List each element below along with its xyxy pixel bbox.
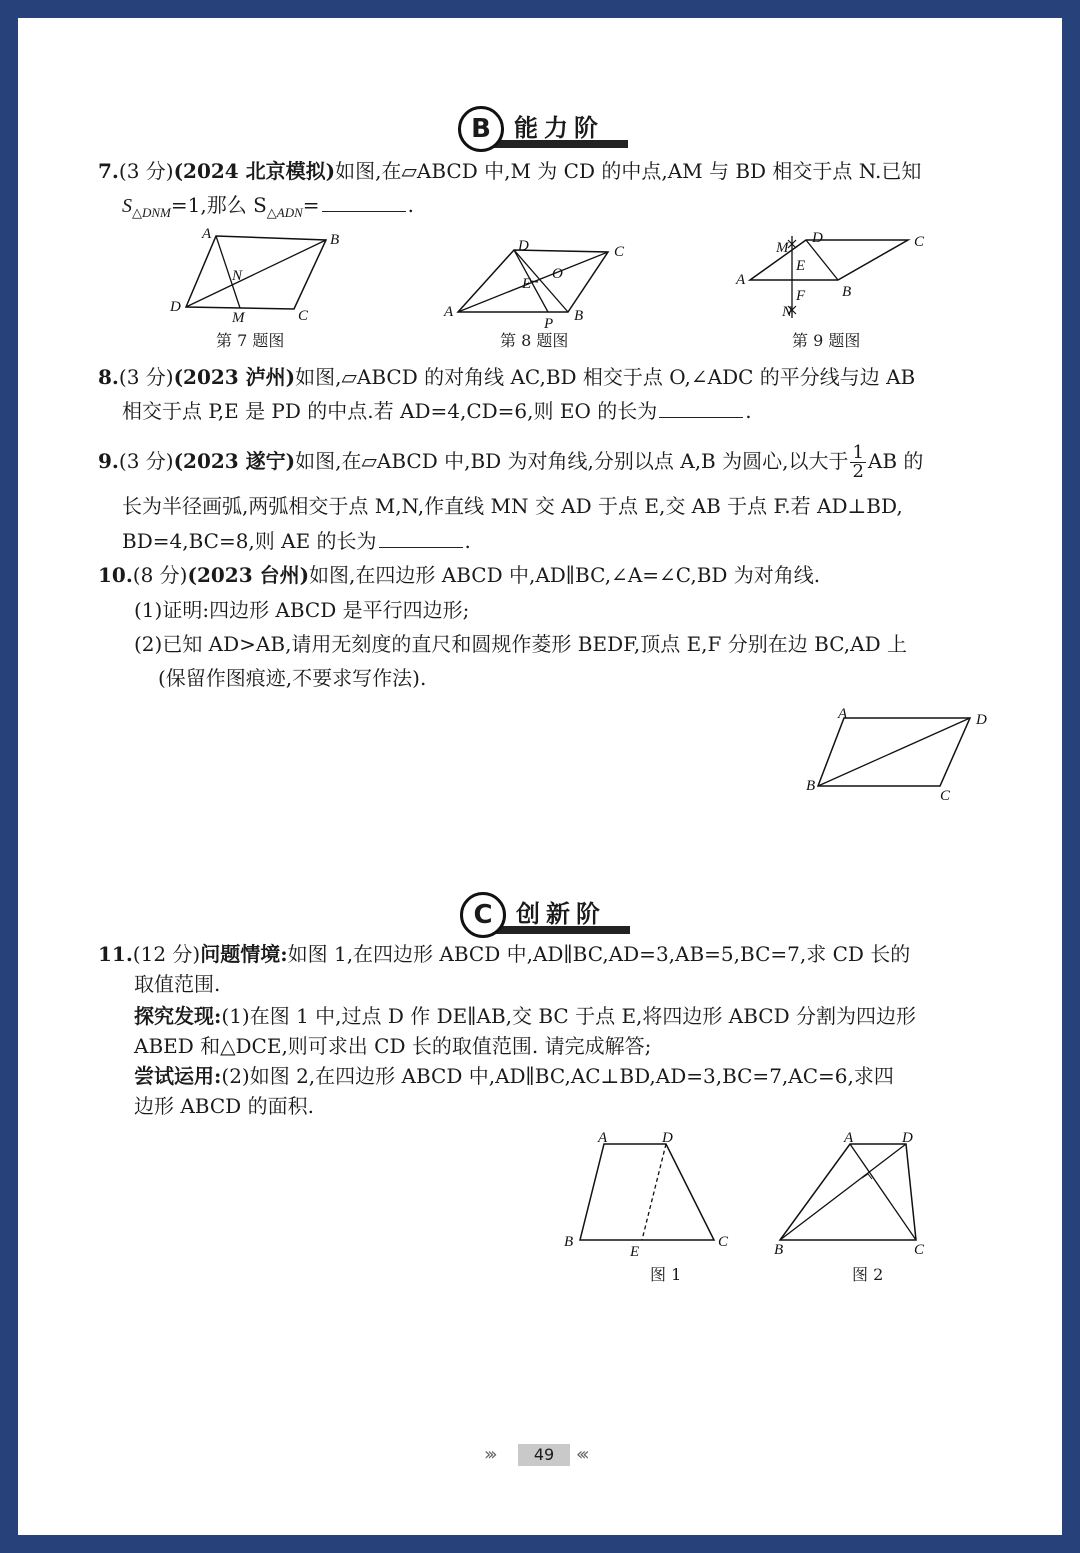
page-sheet (18, 18, 1062, 1535)
q9-source: (2023 遂宁) (173, 449, 296, 473)
fig9-label-b: B (842, 284, 852, 300)
q7-sub2: △ADN (266, 205, 303, 220)
q8-source: (2023 泸州) (173, 365, 296, 389)
fig8-label-o: O (552, 266, 563, 282)
q11-label-explore: 探究发现: (134, 1004, 222, 1028)
q8-answer-blank (659, 399, 743, 418)
fig10-label-d: D (976, 712, 987, 728)
fig7-label-b: B (330, 232, 340, 248)
q11-number: 11. (98, 942, 133, 966)
fig9-label-e: E (796, 258, 806, 274)
q7-number: 7. (98, 159, 119, 183)
q7-source: (2024 北京模拟) (173, 159, 336, 183)
figure-10 (798, 704, 1028, 804)
q7-eq: = (302, 193, 320, 217)
q10-text4: (保留作图痕迹,不要求写作法). (158, 666, 427, 690)
q11-text2: 取值范围. (134, 972, 221, 996)
figure-7 (158, 224, 358, 324)
q7-sub1: △DNM (132, 205, 171, 220)
q9-caption: 第 9 题图 (792, 331, 861, 350)
q9-frac-num: 1 (852, 442, 864, 463)
q11-score: (12 分) (132, 942, 201, 966)
q11-caption-2: 图 2 (852, 1265, 884, 1284)
q9-text1a: 如图,在▱ABCD 中,BD 为对角线,分别以点 A,B 为圆心,以大于 (295, 449, 849, 473)
fig9-label-a: A (736, 272, 746, 288)
q10-line2 (134, 596, 469, 624)
figure-11-2 (758, 1126, 938, 1256)
q8-text1: 如图,▱ABCD 的对角线 AC,BD 相交于点 O,∠ADC 的平分线与边 AB (295, 365, 916, 389)
q8-text2: 相交于点 P,E 是 PD 的中点.若 AD=4,CD=6,则 EO 的长为 (122, 399, 658, 423)
figure-11-1 (558, 1126, 738, 1256)
q9-frac-den: 2 (852, 461, 864, 482)
fig11-1-line-de (642, 1144, 666, 1240)
section-c-badge: C (460, 892, 506, 938)
fig7-label-m: M (232, 310, 245, 324)
q11-label-context: 问题情境: (200, 942, 288, 966)
q10-score: (8 分) (132, 563, 188, 587)
fig8-label-e: E (522, 276, 532, 292)
page-number: 49 (518, 1444, 570, 1466)
section-b-title: 能力阶 (514, 114, 604, 142)
q8-line2 (122, 397, 752, 425)
fig8-label-b: B (574, 308, 584, 324)
q11-text3: (1)在图 1 中,过点 D 作 DE∥AB,交 BC 于点 E,将四边形 ABCD 分割为四边形 (221, 1004, 916, 1028)
q8-period: . (745, 399, 752, 423)
q7-answer-blank (322, 193, 406, 212)
fig9-label-c: C (914, 234, 925, 250)
q9-text1b: AB 的 (867, 449, 924, 473)
q8-line1 (98, 363, 915, 391)
q10-line4 (158, 664, 426, 692)
q10-number: 10. (98, 563, 133, 587)
q10-text1: 如图,在四边形 ABCD 中,AD∥BC,∠A=∠C,BD 为对角线. (309, 563, 821, 587)
q9-number: 9. (98, 449, 119, 473)
page-left-chevrons: ››› (484, 1444, 494, 1465)
fig9-label-n: N (782, 304, 793, 320)
q11-line2 (134, 970, 220, 998)
fig7-label-a: A (202, 226, 212, 242)
fig11-2-line-bd (780, 1144, 906, 1240)
section-c-title: 创新阶 (516, 900, 606, 928)
fig9-parallelogram (750, 240, 908, 280)
figure-9 (730, 224, 930, 324)
fig11-1-label-b: B (564, 1234, 574, 1250)
fig10-label-c: C (940, 788, 951, 804)
fig11-2-trapezoid (780, 1144, 916, 1240)
section-b-header (458, 106, 658, 154)
q11-text4: ABED 和△DCE,则可求出 CD 长的取值范围. 请完成解答; (134, 1034, 652, 1058)
fig9-line-bd (806, 240, 838, 280)
q11-label-apply: 尝试运用: (134, 1064, 222, 1088)
q10-text3: (2)已知 AD>AB,请用无刻度的直尺和圆规作菱形 BEDF,顶点 E,F 分别在边 BC,AD 上 (134, 632, 907, 656)
fig10-label-a: A (838, 706, 848, 722)
q10-line3 (134, 630, 907, 658)
fig11-2-label-d: D (902, 1130, 913, 1146)
fig11-2-label-b: B (774, 1242, 784, 1256)
section-b-badge: B (458, 106, 504, 152)
q9-line3 (122, 527, 471, 555)
q9-answer-blank (379, 529, 463, 548)
q7-score: (3 分) (118, 159, 174, 183)
fig9-label-f: F (796, 288, 806, 304)
fig7-label-d: D (170, 299, 181, 315)
q9-score: (3 分) (118, 449, 174, 473)
q10-line1 (98, 561, 820, 589)
fig8-label-a: A (444, 304, 454, 320)
q11-line4 (134, 1032, 651, 1060)
fig8-label-c: C (614, 244, 625, 260)
fig9-label-m: M (776, 240, 789, 256)
q11-text6: 边形 ABCD 的面积. (134, 1094, 314, 1118)
fig9-label-d: D (812, 230, 823, 246)
q9-text2: 长为半径画弧,两弧相交于点 M,N,作直线 MN 交 AD 于点 E,交 AB 于点 F.若 AD⊥BD, (122, 494, 903, 518)
q10-source: (2023 台州) (187, 563, 310, 587)
q11-line1 (98, 940, 910, 968)
q11-line6 (134, 1092, 314, 1120)
q9-line1 (98, 444, 923, 481)
q7-line1 (98, 157, 921, 185)
q7-s1: S (122, 195, 132, 217)
q7-caption: 第 7 题图 (216, 331, 285, 350)
fig11-1-label-e: E (630, 1244, 640, 1256)
fig11-1-label-a: A (598, 1130, 608, 1146)
fig11-1-trapezoid (580, 1144, 714, 1240)
fig11-2-label-a: A (844, 1130, 854, 1146)
fig7-line-bd (186, 240, 326, 307)
fig11-2-line-ac (850, 1144, 916, 1240)
fig11-1-label-d: D (662, 1130, 673, 1146)
figure-8 (438, 230, 638, 330)
q9-line2 (122, 492, 903, 520)
q7-text1: 如图,在▱ABCD 中,M 为 CD 的中点,AM 与 BD 相交于点 N.已知 (335, 159, 922, 183)
fig7-parallelogram (186, 236, 326, 309)
q11-line3 (134, 1002, 916, 1030)
fig7-label-n: N (232, 268, 243, 284)
q7-period: . (407, 193, 414, 217)
q9-period: . (464, 529, 471, 553)
q7-line2 (122, 191, 414, 227)
q11-text1: 如图 1,在四边形 ABCD 中,AD∥BC,AD=3,AB=5,BC=7,求 CD 长的 (287, 942, 911, 966)
fig10-label-b: B (806, 778, 816, 794)
fig11-2-label-c: C (914, 1242, 925, 1256)
q11-caption-1: 图 1 (650, 1265, 682, 1284)
q7-text2: =1,那么 S (170, 193, 267, 217)
q8-number: 8. (98, 365, 119, 389)
q9-text3: BD=4,BC=8,则 AE 的长为 (122, 529, 377, 553)
page-right-chevrons: ‹‹‹ (576, 1444, 586, 1465)
fig8-label-d: D (518, 238, 529, 254)
q9-fraction (850, 444, 865, 481)
section-c-header (460, 892, 660, 940)
q8-caption: 第 8 题图 (500, 331, 569, 350)
q10-text2: (1)证明:四边形 ABCD 是平行四边形; (134, 598, 470, 622)
q8-score: (3 分) (118, 365, 174, 389)
q11-line5 (134, 1062, 894, 1090)
fig11-1-label-c: C (718, 1234, 729, 1250)
fig7-label-c: C (298, 308, 309, 324)
q11-text5: (2)如图 2,在四边形 ABCD 中,AD∥BC,AC⊥BD,AD=3,BC=7,AC=6,求四 (221, 1064, 894, 1088)
fig8-label-p: P (544, 316, 554, 330)
